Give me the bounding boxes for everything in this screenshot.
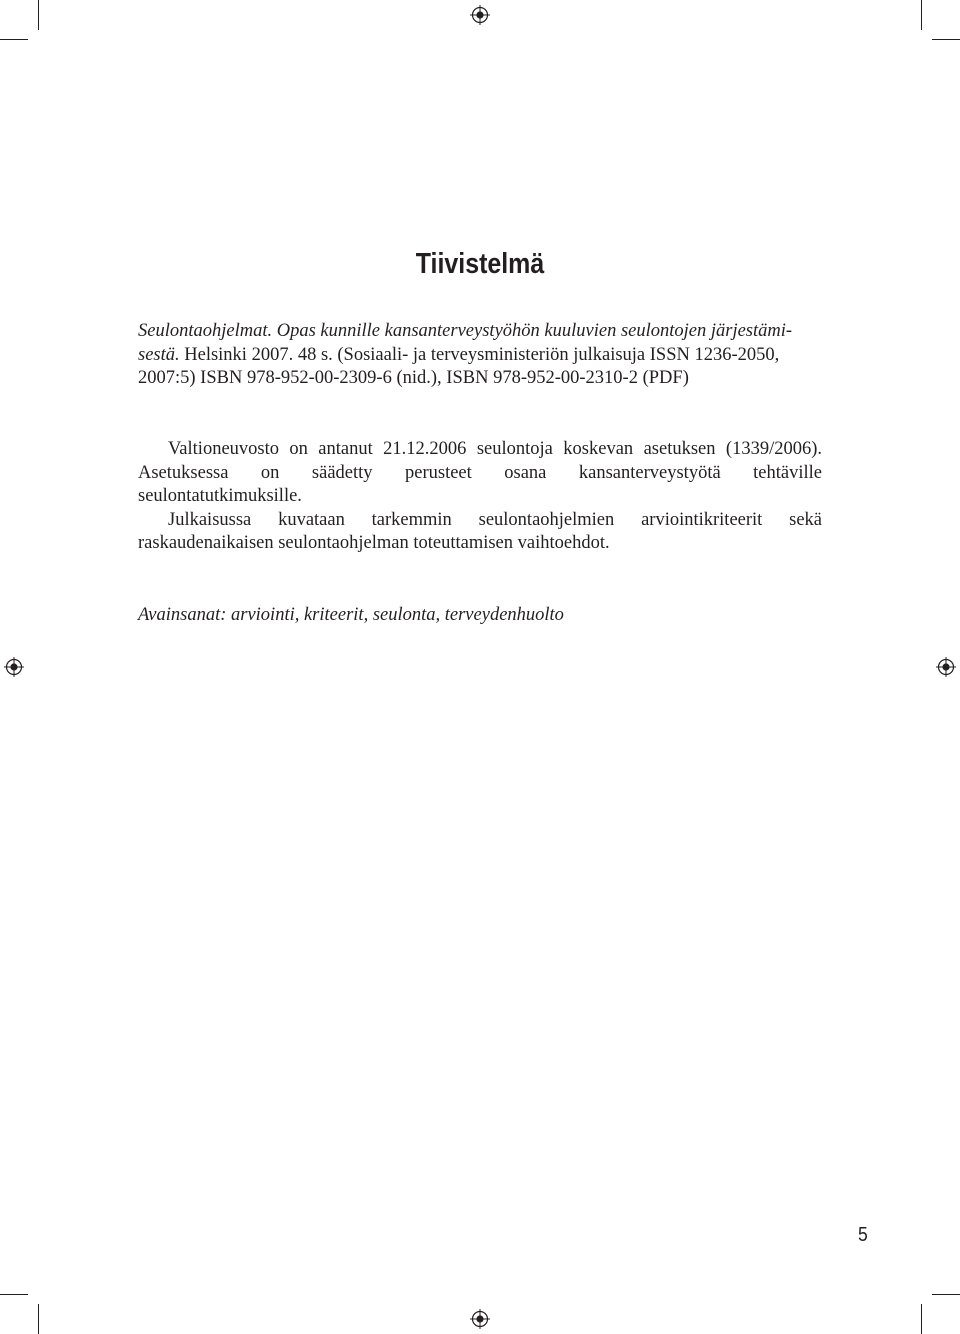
citation <box>138 320 822 391</box>
crop-mark-top-left-horizontal <box>0 39 28 40</box>
crop-mark-top-right-horizontal <box>932 39 960 40</box>
page-number: 5 <box>858 1224 868 1246</box>
crop-mark-bottom-left-vertical <box>38 1304 39 1334</box>
crop-mark-bottom-right-vertical <box>921 1304 922 1334</box>
page-title: Tiivistelmä <box>415 248 545 280</box>
registration-mark-top-icon <box>470 5 490 25</box>
citation-line: 2007:5) ISBN 978-952-00-2309-6 (nid.), ISBN 978-952-00-2310-2 (PDF) <box>138 368 689 388</box>
keywords: Avainsanat: arviointi, kriteerit, seulonta, terveydenhuolto <box>138 605 564 625</box>
abstract <box>138 438 822 556</box>
citation-fragment: sestä. <box>138 344 185 365</box>
abstract-paragraph: Valtioneuvosto on antanut 21.12.2006 seulontoja koskevan asetuksen (1339/2006). Asetuksessa on säädetty perusteet osana kansanterveystyötä tehtäville seulontatutkimuksille. <box>138 439 822 506</box>
abstract-paragraph: Julkaisussa kuvataan tarkemmin seulontaohjelmien arviointikriteerit sekä raskaudenaikaisen seulontaohjelman toteuttamisen vaihtoehdot. <box>138 509 822 553</box>
registration-mark-right-icon <box>936 657 956 677</box>
citation-line: Seulontaohjelmat. Opas kunnille kansanterveystyöhön kuuluvien seulontojen järjestämi- <box>138 321 793 341</box>
citation-fragment: Helsinki 2007. 48 s. (Sosiaali- ja terveysministeriön julkaisuja ISSN 1236-2050, <box>184 344 780 365</box>
registration-mark-bottom-icon <box>470 1309 490 1329</box>
registration-mark-left-icon <box>4 657 24 677</box>
crop-mark-top-right-vertical <box>921 0 922 30</box>
crop-mark-top-left-vertical <box>38 0 39 30</box>
crop-mark-bottom-left-horizontal <box>0 1294 28 1295</box>
citation-line <box>138 344 822 368</box>
crop-mark-bottom-right-horizontal <box>932 1294 960 1295</box>
